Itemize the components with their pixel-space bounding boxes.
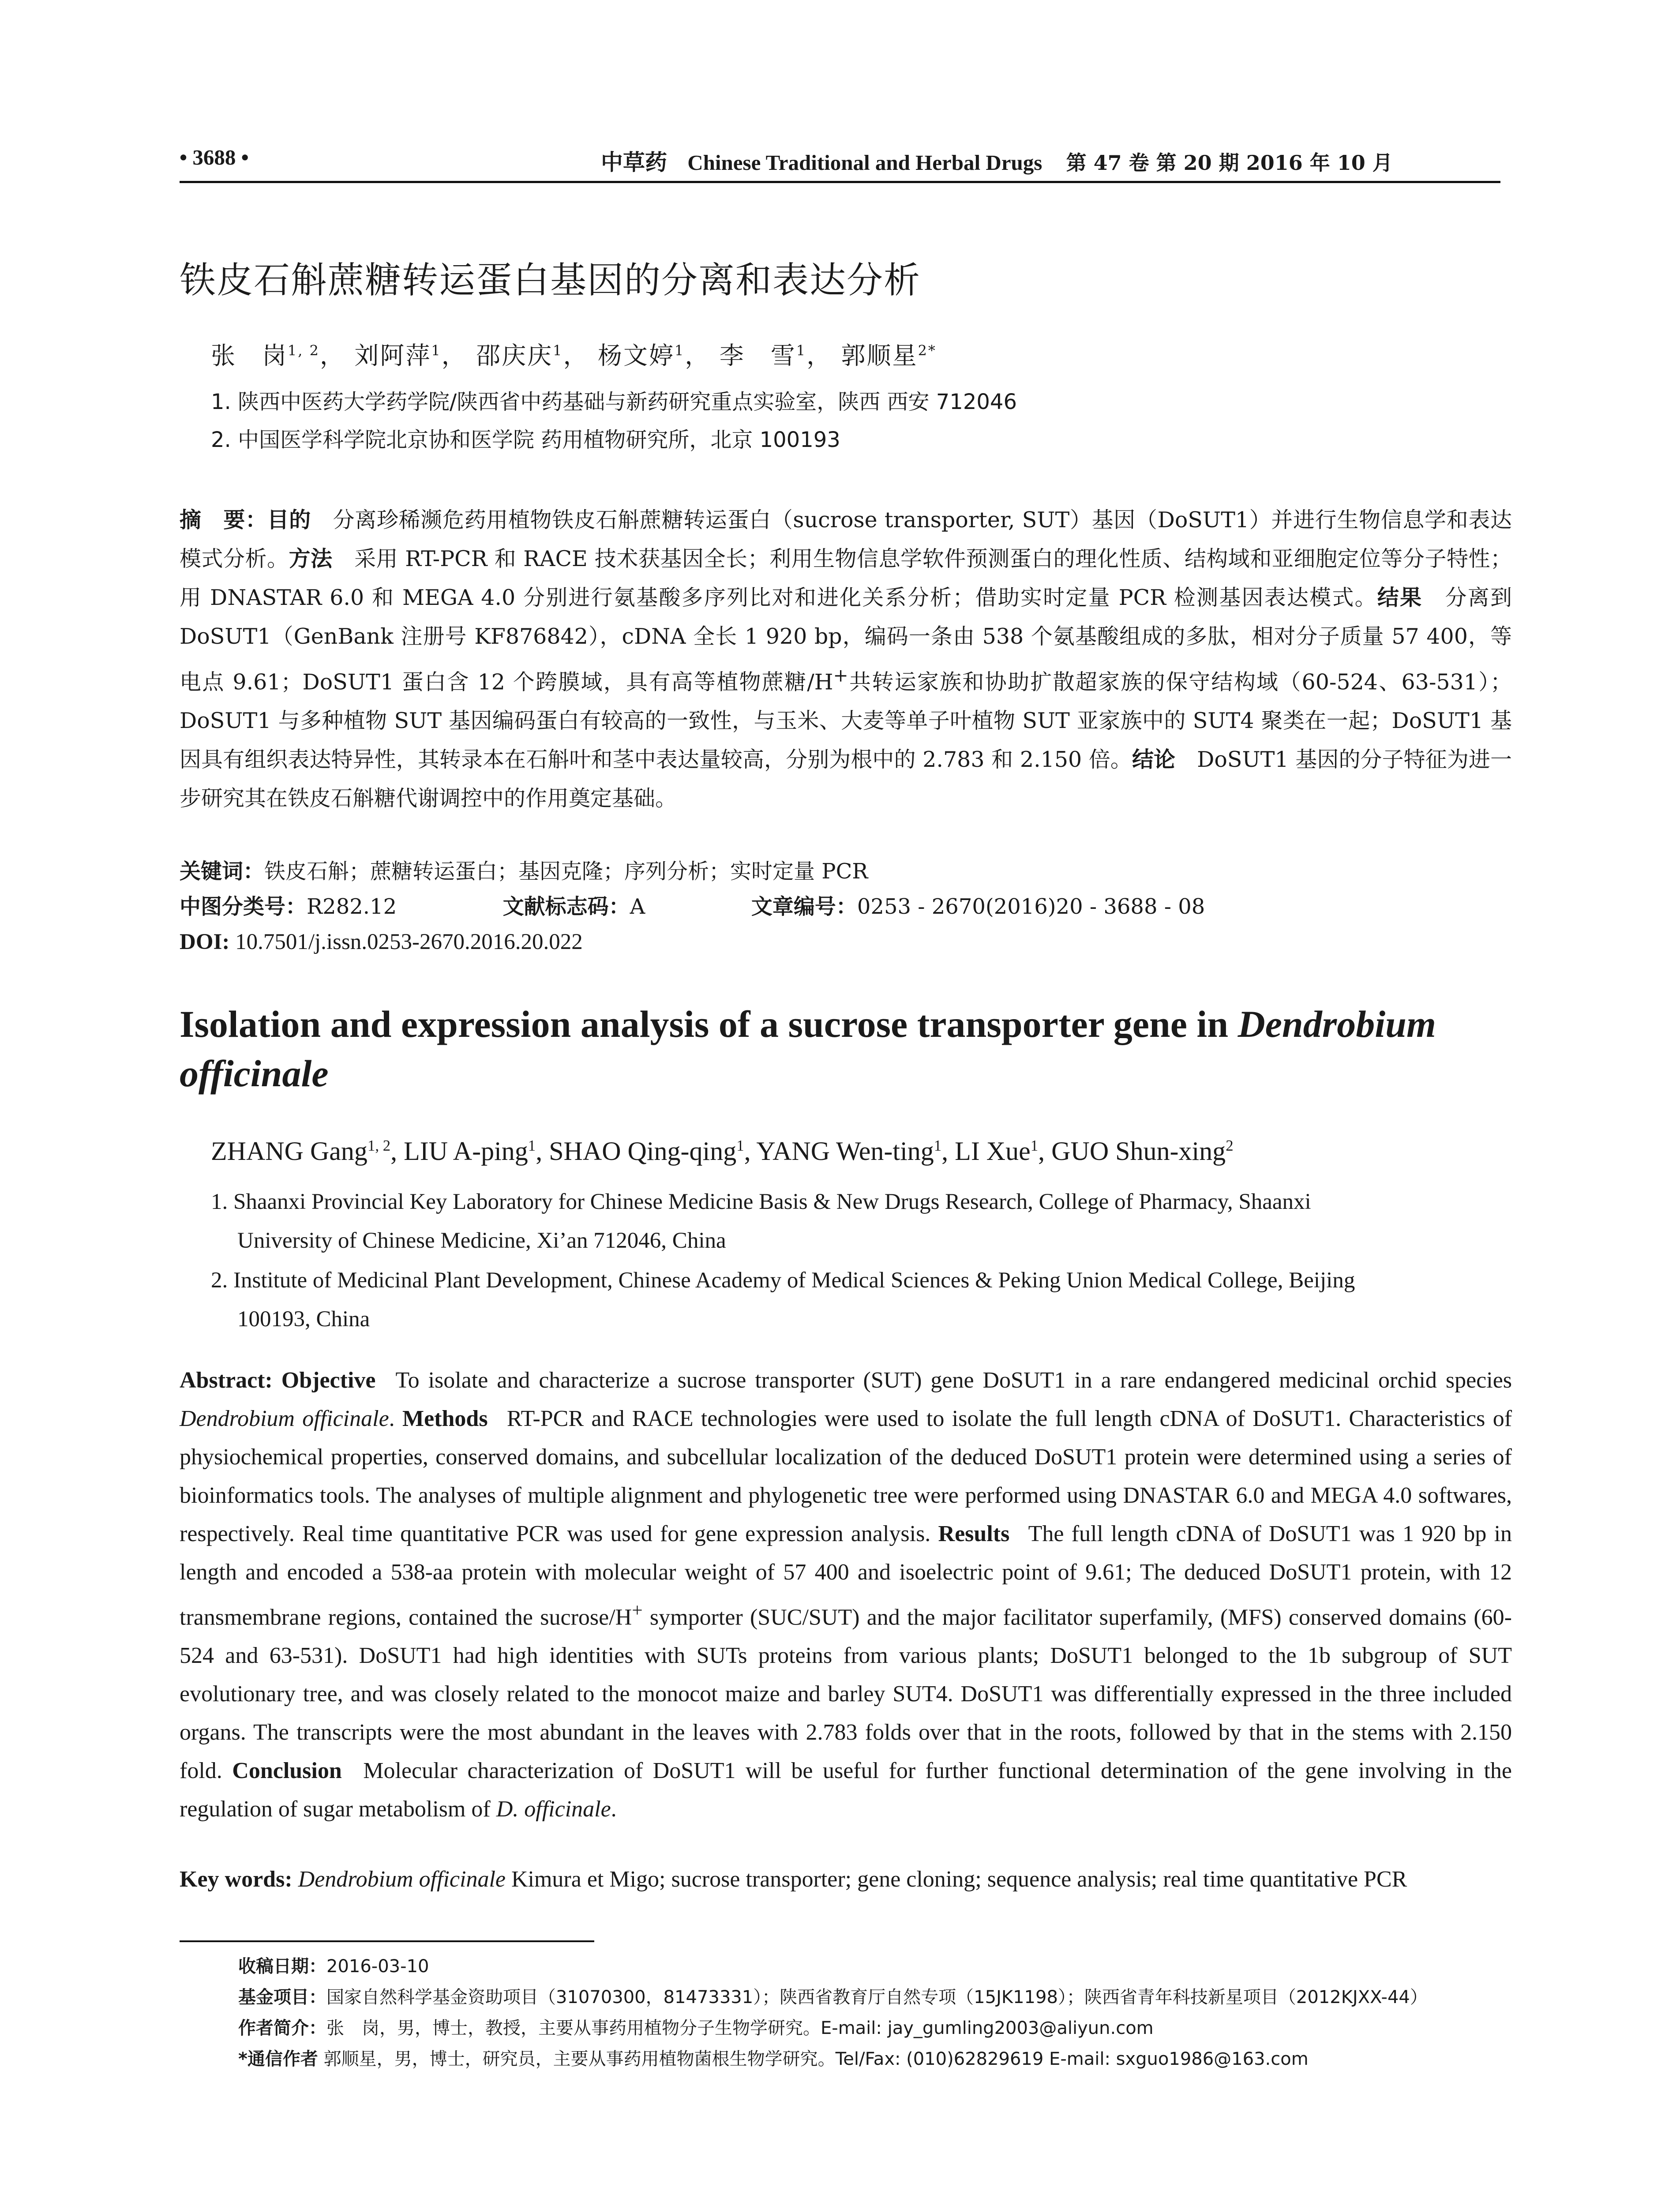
- received-label: 收稿日期：: [238, 1956, 326, 1977]
- results-label: Results: [938, 1521, 1010, 1546]
- journal-title: [601, 145, 1393, 176]
- author-bio-text: 张 岗，男，博士，教授，主要从事药用植物分子生物学研究。E-mail: jay_gumling2003@aliyun.com: [326, 2018, 1154, 2038]
- chinese-abstract: [180, 501, 1512, 818]
- volume-info: 第 47 卷 第 20 期 2016 年 10 月: [1066, 151, 1393, 175]
- chinese-affiliation-1: 1. 陕西中医药大学药学院/陕西省中药基础与新药研究重点实验室，陕西 西安 712046: [211, 390, 1017, 414]
- received-date: 2016-03-10: [326, 1956, 429, 1977]
- english-title: [180, 999, 1512, 1098]
- author-name: 邵庆庆: [476, 341, 553, 370]
- affiliation-line: 2. Institute of Medicinal Plant Development, Chinese Academy of Medical Sciences & Peking Union Medical College, Beijing: [211, 1268, 1355, 1293]
- keywords-text: Kimura et Migo; sucrose transporter; gene cloning; sequence analysis; real time quantitative PCR: [505, 1867, 1407, 1892]
- corresponding-text: 郭顺星，男，博士，研究员，主要从事药用植物菌根生物学研究。Tel/Fax: (010)62829619 E-mail: sxguo1986@163.com: [318, 2049, 1309, 2069]
- affiliation-line: 1. Shaanxi Provincial Key Laboratory for Chinese Medicine Basis & New Drugs Research, College of Pharmacy, Shaanxi: [211, 1189, 1311, 1214]
- corresponding-label: *通信作者: [238, 2049, 318, 2069]
- author-bio-label: 作者简介：: [238, 2018, 326, 2038]
- species-italic: D. officinale: [496, 1797, 611, 1822]
- english-keywords: [180, 1866, 1512, 1892]
- objective-text: To isolate and characterize a sucrose transporter (SUT) gene DoSUT1 in a rare endangered medicinal orchid species: [395, 1368, 1512, 1393]
- keywords-species: Dendrobium officinale: [298, 1867, 506, 1892]
- doc-code-value: A: [630, 894, 645, 919]
- english-title-species: Dendrobium officinale: [180, 1003, 1436, 1095]
- keywords-label: 关键词：: [180, 859, 265, 884]
- author-name: 张 岗: [211, 341, 288, 370]
- author-affil-mark: 1: [553, 342, 563, 359]
- author-name: YANG Wen-ting: [756, 1137, 934, 1166]
- journal-name-en: Chinese Traditional and Herbal Drugs: [687, 150, 1042, 175]
- author-name: LI Xue: [955, 1137, 1031, 1166]
- objective-label: 目的: [267, 507, 311, 533]
- classification-line: [180, 889, 1512, 924]
- author-affil-mark: 1: [674, 342, 685, 359]
- methods-text: 采用 RT-PCR 和 RACE 技术获基因全长；利用生物信息学软件预测蛋白的理化性质、结构域和亚细胞定位等分子特性；用 DNASTAR 6.0 和 MEGA 4.0 分别进行氨基酸多序列比对和进化关系分析；借助实时定量 PCR 检测基因表达模式。: [180, 546, 1512, 610]
- doi-line: [180, 924, 1512, 960]
- english-title-main: Isolation and expression analysis of a sucrose transporter gene in: [180, 1003, 1238, 1045]
- footnote-author: [238, 2014, 1154, 2039]
- abstract-label: Abstract:: [180, 1368, 273, 1393]
- affiliation-line-cont: University of Chinese Medicine, Xi’an 712046, China: [237, 1228, 726, 1253]
- author-affil-mark: 1, 2: [288, 342, 320, 359]
- author-name: 刘阿萍: [354, 341, 431, 370]
- footnote-corresponding: [238, 2045, 1309, 2070]
- author-name: LIU A-ping: [404, 1137, 528, 1166]
- english-abstract: [180, 1361, 1512, 1828]
- methods-text: RT-PCR and RACE technologies were used to isolate the full length cDNA of DoSUT1. Characteristics of physiochemical properties, conserved domains, and subcellular localization of the deduced DoSUT1 protein were determined using a series of bioinformatics tools. The analyses of multiple alignment and phylogenetic tree were performed using DNASTAR 6.0 and MEGA 4.0 softwares, respectively. Real time quantitative PCR was used for gene expression analysis.: [180, 1406, 1512, 1546]
- author-name: GUO Shun-xing: [1051, 1137, 1226, 1166]
- running-header: [180, 140, 1500, 183]
- author-affil-mark: 1: [431, 342, 442, 359]
- footnote-fund: [238, 1983, 1428, 2008]
- author-name: 郭顺星: [841, 341, 918, 370]
- article-number-value: 0253 - 2670(2016)20 - 3688 - 08: [857, 894, 1205, 919]
- results-text-cont: 共转运家族和协助扩散超家族的保守结构域（60-524、63-531）；DoSUT1 与多种植物 SUT 基因编码蛋白有较高的一致性，与玉米、大麦等单子叶植物 SUT 亚家族中的 SUT4 聚类在一起；DoSUT1 基因具有组织表达特异性，其转录本在石斛叶和茎中表达量较高，分别为根中的 2.783 和 2.150 倍。: [180, 669, 1512, 773]
- doc-code-label: 文献标志码：: [502, 894, 630, 919]
- doi-value: 10.7501/j.issn.0253-2670.2016.20.022: [235, 930, 583, 954]
- fund-label: 基金项目：: [238, 1987, 326, 2007]
- english-affiliation-1: [211, 1182, 1512, 1260]
- chinese-authors: 张 岗$^{1, 2}$， 刘阿萍$^1$， 邵庆庆$^1$， 杨文婷$^1$， 李 雪$^1$， 郭顺星$^{2*}$: [211, 341, 937, 370]
- author-affil-mark: 1: [1030, 1137, 1039, 1154]
- affiliation-line-cont: 100193, China: [237, 1307, 370, 1332]
- abstract-label: 摘 要：: [180, 507, 267, 533]
- article-number-label: 文章编号：: [751, 894, 857, 919]
- footnote-received: [238, 1952, 429, 1977]
- doi-label: DOI:: [180, 930, 230, 954]
- chinese-title: 铁皮石斛蔗糖转运蛋白基因的分离和表达分析: [180, 259, 921, 301]
- clc-label: 中图分类号：: [180, 894, 307, 919]
- chinese-affiliation-2: 2. 中国医学科学院北京协和医学院 药用植物研究所，北京 100193: [211, 428, 840, 452]
- results-text: The full length cDNA of DoSUT1 was 1 920 bp in length and encoded a 538-aa protein with molecular weight of 57 400 and isoelectric point of 9.61; The deduced DoSUT1 protein, with 12 transmembrane regions, contained the sucrose/H: [180, 1521, 1512, 1630]
- conclusion-text: DoSUT1 基因的分子特征为进一步研究其在铁皮石斛糖代谢调控中的作用奠定基础。: [180, 747, 1512, 811]
- period: .: [389, 1406, 395, 1431]
- author-affil-mark: 1: [934, 1137, 942, 1154]
- page-number: • 3688 •: [180, 145, 249, 169]
- conclusion-label: 结论: [1132, 747, 1176, 773]
- keywords-text: 铁皮石斛；蔗糖转运蛋白；基因克隆；序列分析；实时定量 PCR: [264, 859, 868, 884]
- methods-label: 方法: [289, 546, 333, 571]
- conclusion-text: Molecular characterization of DoSUT1 will be useful for further functional determination of the gene involving in the regulation of sugar metabolism of: [180, 1758, 1512, 1822]
- author-name: SHAO Qing-qing: [549, 1137, 737, 1166]
- author-affil-mark: 1: [796, 342, 807, 359]
- author-affil-mark: 1, 2: [367, 1137, 391, 1154]
- author-affil-mark: 2: [1226, 1137, 1234, 1154]
- author-affil-mark: 1: [528, 1137, 536, 1154]
- superscript: +: [833, 665, 848, 686]
- journal-name-cn: 中草药: [601, 149, 667, 175]
- superscript: +: [632, 1600, 643, 1621]
- footnote-divider: [180, 1940, 594, 1942]
- author-affil-mark: 2*: [918, 342, 937, 359]
- fund-text: 国家自然科学基金资助项目（31070300，81473331）；陕西省教育厅自然专项（15JK1198）；陕西省青年科技新星项目（2012KJXX-44）: [326, 1987, 1428, 2007]
- results-label: 结果: [1377, 585, 1423, 610]
- author-name: 杨文婷: [597, 341, 675, 370]
- english-affiliation-2: [211, 1261, 1512, 1339]
- objective-text: 分离珍稀濒危药用植物铁皮石斛蔗糖转运蛋白（sucrose transporter, SUT）基因（DoSUT1）并进行生物信息学和表达模式分析。: [180, 507, 1512, 571]
- conclusion-label: Conclusion: [232, 1758, 342, 1784]
- species-italic: Dendrobium officinale: [180, 1406, 389, 1431]
- author-name: ZHANG Gang: [211, 1137, 368, 1166]
- english-authors: ZHANG Gang$^{1, 2}$, LIU A-ping$^1$, SHAO Qing-qing$^1$, YANG Wen-ting$^1$, LI Xue$^1$, GUO Shun-xing$^2$: [211, 1137, 1234, 1166]
- author-name: 李 雪: [719, 341, 796, 370]
- objective-label: Objective: [281, 1368, 376, 1393]
- period: .: [611, 1797, 617, 1822]
- keywords-label: Key words:: [180, 1867, 292, 1892]
- chinese-keywords: [180, 854, 1512, 889]
- clc-value: R282.12: [307, 894, 397, 919]
- results-text: 分离到 DoSUT1（GenBank 注册号 KF876842），cDNA 全长 1 920 bp，编码一条由 538 个氨基酸组成的多肽，相对分子质量 57 400，等电点 9.61；DoSUT1 蛋白含 12 个跨膜域，具有高等植物蔗糖/H: [180, 585, 1512, 695]
- methods-label: Methods: [402, 1406, 488, 1431]
- author-affil-mark: 1: [736, 1137, 744, 1154]
- results-text-cont: symporter (SUC/SUT) and the major facilitator superfamily, (MFS) conserved domains (60-524 and 63-531). DoSUT1 had high identities with SUTs proteins from various plants; DoSUT1 belonged to the 1b subgroup of SUT evolutionary tree, and was closely related to the monocot maize and barley SUT4. DoSUT1 was differentially expressed in the three included organs. The transcripts were the most abundant in the leaves with 2.783 folds over that in the roots, followed by that in the stems with 2.150 fold.: [180, 1605, 1512, 1784]
